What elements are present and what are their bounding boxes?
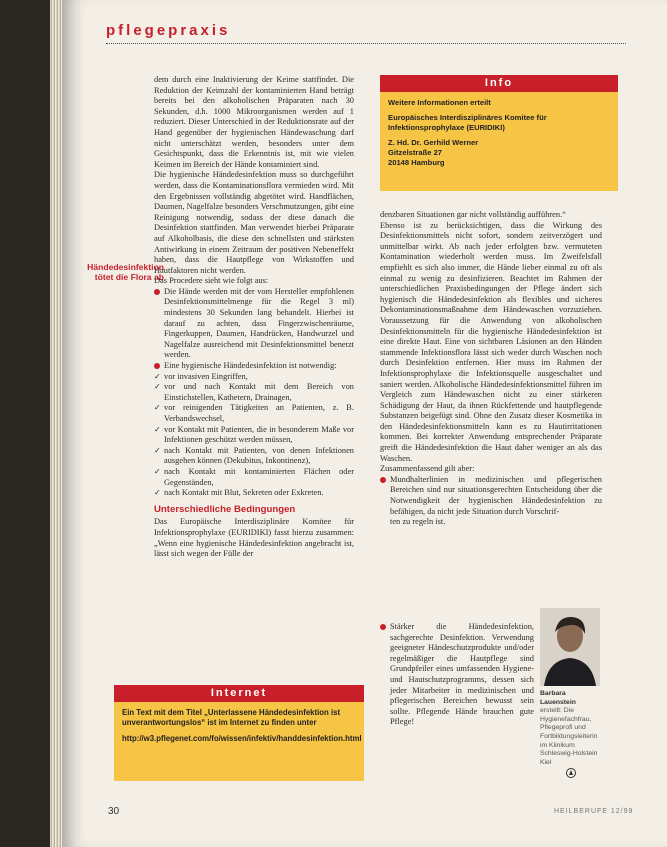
list-item: ✓ nach Kontakt mit Patienten, von denen Infektionen ausgehen können (Dekubitus, Inkontinenz), — [154, 446, 354, 467]
paragraph: Zusammenfassend gilt aber: — [380, 464, 475, 474]
list-item: ✓ vor reinigenden Tätigkeiten an Patienten, z. B. Verbandswechsel, — [154, 403, 354, 424]
list-item: ✓ vor invasiven Eingriffen, — [154, 372, 354, 383]
info-city: 20148 Hamburg — [388, 158, 445, 167]
paragraph: Ebenso ist zu berücksichtigen, dass die Wirkung des Desinfektionsmittels nicht sofort, sondern zeitverzögert und unmittelbar wirkt. Ab nach jeder erfolgten bzw. vermuteten Kontamination wiederholt werden muss. Im Zweifelsfall empfiehlt es sich also immer, die Hände lieber einmal zu oft als einmal zu wenig zu desinfizieren. Beachtet im Rahmen der unterschiedlichen Praxisbedingungen der Pflege ändert sich hygienisch die Händedesinfektion als flexibles und sicheres Dekontaminationsmaßnahme dem Händewaschen vorzuziehen. Voraussetzung für die Anwendung von alkoholischen Desinfektionsmitteln für die hygienische Händedesinfektion ist eine direkte Haut. Eine von sichtbaren Läsionen an den Händen stammende Infektionsflora lässt sich weder durch Waschen noch durch Desinfektion entfernen. Hier muss im Rahmen der Infektionsprophylaxe die Infektionsquelle ausgeschaltet und saniert werden. Alkoholische Händedesinfektionsmittel führen im Vergleich zum Händewaschen nicht zu einer stärkeren Schädigung der Haut, da ihnen Rückfettende und hautpflegende Substanzen beigefügt sind. Ohne den Zusatz dieser Kosmetika in den Händedesinfektionsmitteln kann es zu Hautirritationen kommen. Bei korrekter Anwendung entsprechender Präparate greift die Händedesinfektion die Haut daher weniger an als das Waschen. — [380, 220, 602, 463]
procedure-intro: Das Procedere sieht wie folgt aus: — [154, 276, 269, 286]
article-column-right — [380, 210, 602, 528]
check-list — [154, 372, 354, 499]
list-item: Mundhalterlinien in medizinischen und pflegerischen Bereichen sind nur situationsgerechten Entscheidung über die Notwendigkeit der hygienischen Händedesinfektion zu befähigen, da nicht jede Situation durch Vorschrif- — [380, 475, 602, 517]
subheading: Unterschiedliche Bedingungen — [154, 503, 296, 515]
list-item: ✓ nach Kontakt mit kontaminierten Flächen oder Gegenständen, — [154, 467, 354, 488]
section-header: pflegepraxis — [106, 22, 231, 39]
list-item: Die Hände werden mit der vom Hersteller empfohlenen Desinfektionsmittelmenge für die Regel 3 ml) mindestens 30 Sekunden lang behandelt. Hierbei ist darauf zu achten, dass Fingerzwischenräume, Fingerkuppen, Daumen, Handrücken, Handwurzel und Nagelfalze ausreichend mit Desinfektionsmittel benetzt werden. — [154, 287, 354, 361]
paragraph: Das Europäische Interdisziplinäre Komitee für Infektionsprophylaxe (EURIDIKI) fasst hierzu zusammen: „Wenn eine hygienische Händedesinfektion angebracht ist, lässt sich wegen der Fülle der — [154, 517, 354, 559]
internet-text: Ein Text mit dem Titel „Unterlassene Händedesinfektion ist unverantwortungslos“ ist im Internet zu finden unter — [122, 708, 341, 727]
list-item: ✓ vor und nach Kontakt mit dem Bereich von Einstichstellen, Kathetern, Drainagen, — [154, 382, 354, 403]
list-item: Eine hygienische Händedesinfektion ist notwendig: — [154, 361, 354, 372]
internet-box-title: Internet — [114, 685, 364, 702]
author-photo — [540, 608, 600, 686]
page-number: 30 — [108, 806, 120, 817]
info-box-body — [380, 92, 618, 174]
list-item: Stärker die Händedesinfektion, sachgerechte Desinfektion. Verwendung geeigneter Händeschutzprodukte und/oder regelmäßiger die Hautpflege sind Grundpfeiler eines umfassenden Hygiene- und Hautschutzprogramms, dessen sich jeder Mitarbeiter in medizinischen und pflegerischen Bereichen bewusst sein sollte. Pflegende Hände brauchen gute Pflege! — [380, 622, 534, 728]
caption-text: erstellt: Die Hygienefachfrau, Pflegeprofi und Fortbildungsleiterin im Klinikum Schleswig-Holstein Kiel — [540, 707, 598, 766]
caption-name: Barbara Lauenstein — [540, 690, 576, 706]
list-item: ✓ vor Kontakt mit Patienten, die in besonderem Maße vor Infektionen geschützt werden müssen, — [154, 425, 354, 446]
summary-list — [380, 475, 602, 528]
info-box — [380, 75, 618, 191]
photo-caption — [540, 690, 598, 767]
list-item: ten zu regeln ist. — [390, 517, 446, 527]
info-organization: Europäisches Interdisziplinäres Komitee für Infektionsprophylaxe (EURIDIKI) — [388, 113, 547, 132]
procedure-list — [154, 287, 354, 372]
paragraph: Die hygienische Händedesinfektion muss so durchgeführt werden, dass die Kontaminationsflora vermieden wird. Mit den Ergebnissen vollständig abgetötet wird. Handflächen, Daumen, Nagelfalze besonders Verschmutzungen, gibt eine Reinigung notwendig, sodass der diese danach die Desinfektion stattfinden. Man verwendet hierbei Präparate auf Alkoholbasis, die diese den schnellsten und stärksten Antiwirkung in einem Zeitraum der positiven Nebeneffekt haben, dass die Hautpflege von Wirkstoffen und Hautfaktoren nicht werden. — [154, 170, 354, 275]
info-contact-name: Z. Hd. Dr. Gerhild Werner — [388, 138, 479, 147]
info-box-title: Info — [380, 75, 618, 92]
header-rule — [106, 43, 626, 44]
internet-box-body — [114, 702, 364, 756]
info-street: Gitzelstraße 27 — [388, 148, 443, 157]
paragraph: dem durch eine Inaktivierung der Keime stattfindet. Die Reduktion der Keimzahl der kontaminierten Hand beträgt bereits bei den alkoholischen Präparaten nach 30 Sekunden, d.h. 1000 Mikroorganismen werden auf 1 reduziert. Dieser Unterschied in der Reduktionsrate auf der Hand gegenüber der hygienischen Händewaschung darf nicht unterschätzt werden, besonders unter dem Gesichtspunkt, dass die Erkenntnis ist, mit wie vielen Keimen im Bereich der Hände kontaminiert sind. — [154, 75, 354, 169]
margin-note: Händedesinfektion tötet die Flora ab — [87, 262, 164, 282]
magazine-page — [62, 0, 667, 847]
narrow-list — [380, 622, 534, 728]
internet-box — [114, 685, 364, 781]
magazine-name: HEILBERUFE 12/99 — [554, 808, 634, 815]
paragraph: denzbaren Situationen gar nicht vollständig aufführen.“ — [380, 210, 566, 219]
info-heading: Weitere Informationen erteilt — [388, 98, 491, 107]
leaf-icon — [566, 768, 576, 778]
article-column-left — [154, 75, 354, 560]
list-item: ✓ nach Kontakt mit Blut, Sekreten oder Exkreten. — [154, 488, 354, 499]
article-column-narrow — [380, 622, 534, 728]
internet-url[interactable]: http://w3.pflegenet.com/fo/wissen/infektiv/handdesinfektion.html — [122, 734, 362, 743]
